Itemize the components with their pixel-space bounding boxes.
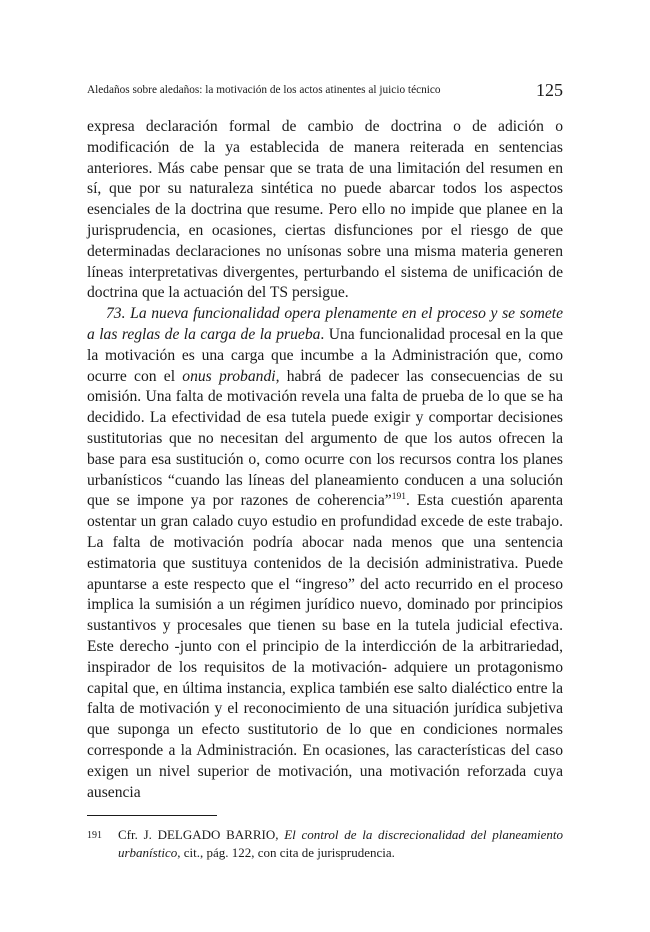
footnote [87,826,563,862]
main-text [87,117,563,803]
paragraph-text: . Esta cuestión aparenta ostentar un gran calado cuyo estudio en profundidad excede de este trabajo. La falta de motivación podría abocar nada menos que una sentencia estimatoria que sustituya contenidos de la decisión administrativa. Puede apuntarse a este respecto que el “ingreso” del acto recurrido en el proceso implica la sumisión a un régimen jurídico nuevo, dominado por principios sustantivos y procesales que tienen su base en la tutela judicial efectiva. Este derecho -junto con el principio de la interdicción de la arbitrariedad, inspirador de los requisitos de la motivación- adquiere un protagonismo capital que, en última instancia, explica también ese salto dialéctico entre la falta de motivación y el reconocimiento de una situación jurídica subjetiva que suponga un efecto sustitutorio de lo que en condiciones normales corresponde a la Administración. En ocasiones, las características del caso exigen un nivel superior de motivación, una motivación reforzada cuya ausencia [87,492,563,801]
footnote-divider [87,815,217,816]
paragraph-heading: La nueva funcionalidad opera plenamente en el proceso y se somete a las reglas de la carga de la prueba [87,305,564,343]
paragraph-text: . Una funcionalidad procesal en la que la motivación es una carga que incumbe a la Administración que, como ocurre con el [87,325,563,385]
footnote-suffix: , cit., pág. 122, con cita de jurisprudencia. [177,845,395,860]
footnote-work-title: El control de la discrecionalidad del planeamiento urbanístico [118,827,563,860]
running-header [87,80,563,102]
running-title: Aledaños sobre aledaños: la motivación de los actos atinentes al juicio técnico [87,84,441,96]
footnote-number: 191 [87,830,102,841]
footnote-reference: 191 [391,492,406,503]
paragraph-number: 73. [106,305,126,323]
footnote-text [118,826,563,862]
paragraph-text: habrá de padecer las consecuencias de su omisión. Una falta de motivación revela una falta de prueba de lo que se ha decidido. La efectividad de esa tutela puede exigir y comportar decisiones sustitutorias que no necesitan del argumento de que los autos ofrecen la base para esa sustitución o, como ocurre con los recursos contra los planes urbanísticos “cuando las líneas del planeamiento conducen a una solución que se impone ya por razones de coherencia” [87,367,563,510]
page-number: 125 [536,80,563,100]
footnote-prefix: Cfr. J. DELGADO BARRIO, [118,827,285,842]
latin-term: onus probandi, [182,367,280,385]
paragraph-continuation: expresa declaración formal de cambio de doctrina o de adición o modificación de la ya establecida de manera reiterada en sentencias anteriores. Más cabe pensar que se trata de una limitación del resumen en sí, que por su naturaleza sintética no puede abarcar todos los aspectos esenciales de la doctrina que resume. Pero ello no impide que planee en la jurisprudencia, en ocasiones, ciertas disfunciones por el riesgo de que determinadas declaraciones no unísonas sobre una misma materia generen líneas interpretativas divergentes, perturbando el sistema de unificación de doctrina que la actuación del TS persigue. [87,118,563,302]
paragraph-73 [87,304,563,803]
